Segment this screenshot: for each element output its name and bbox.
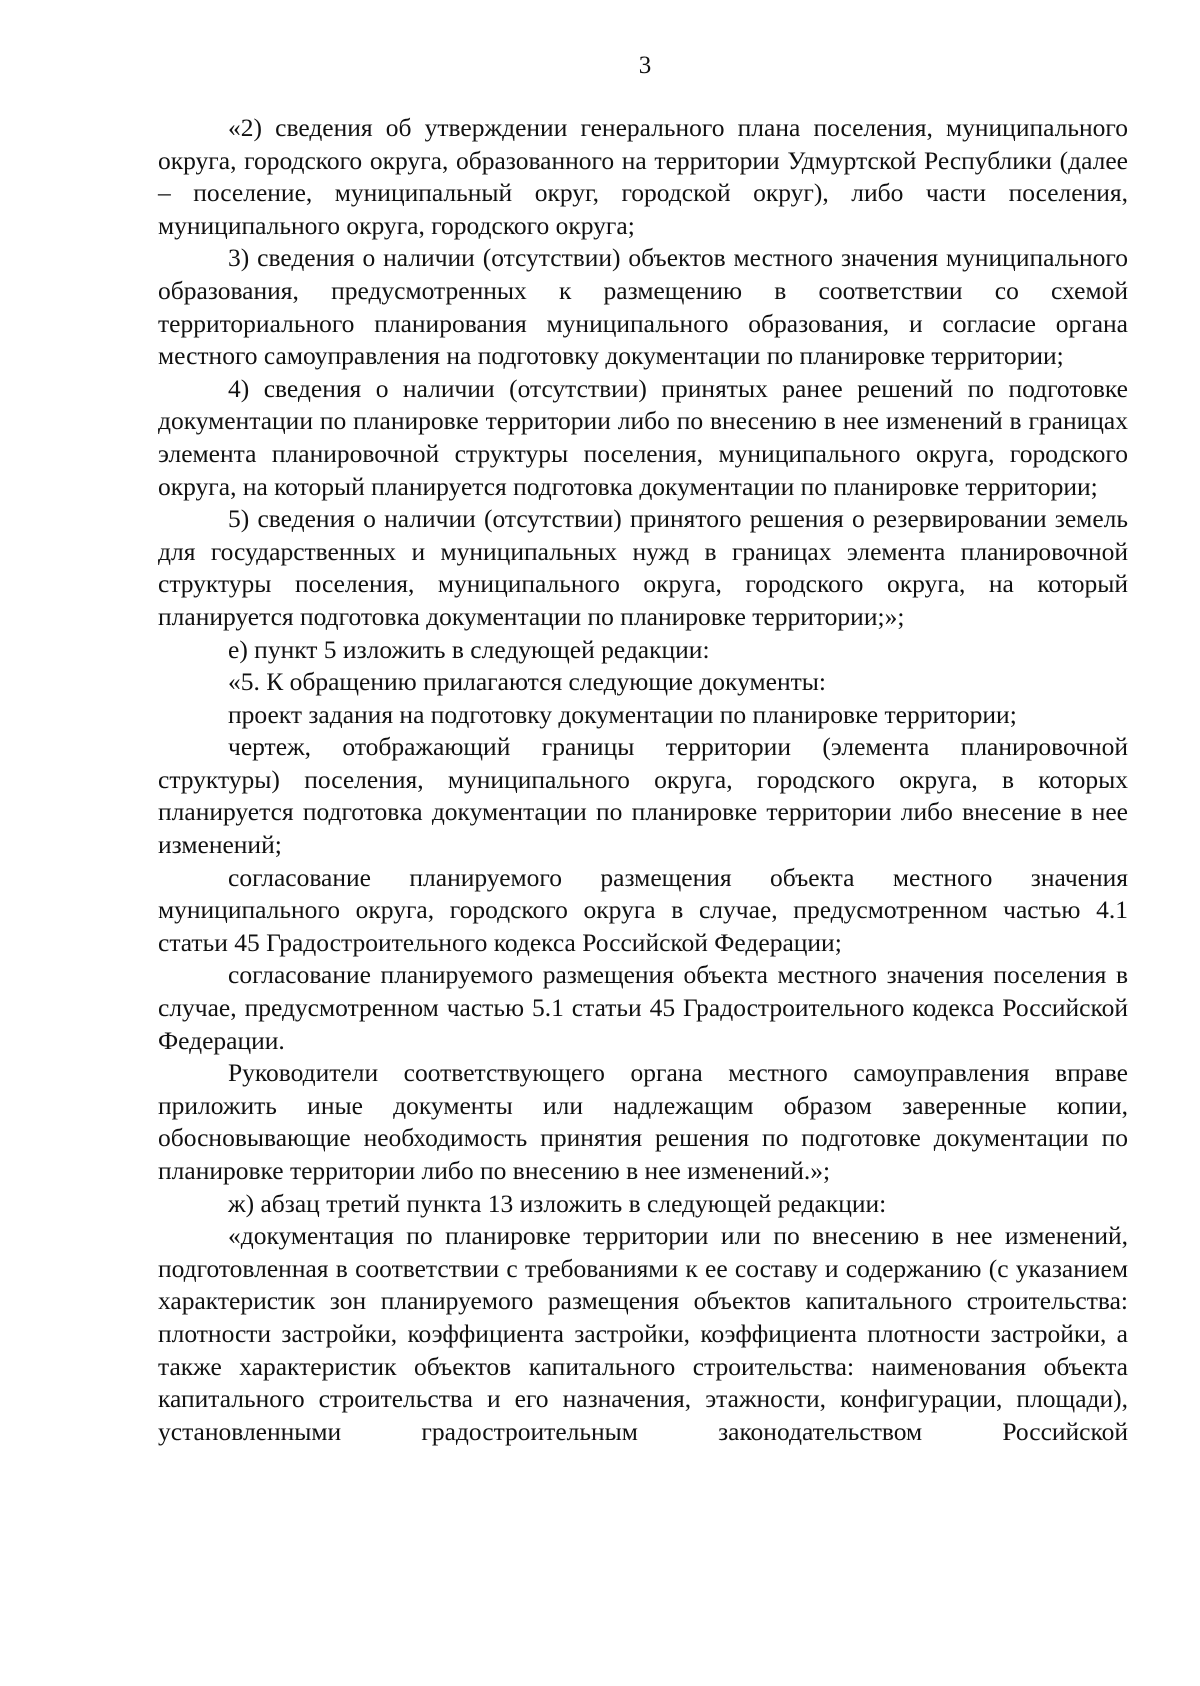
paragraph-heads-may-attach: Руководители соответствующего органа местного самоуправления вправе приложить иные документы или надлежащим образом заверенные копии, обосновывающие необходимость принятия решения по подготовке документации по планировке территории либо по внесению в нее изменений.»; [158,1058,1128,1185]
paragraph-project-task: проект задания на подготовку документации по планировке территории; [228,699,1017,729]
paragraph-drawing: чертеж, отображающий границы территории (элемента планировочной структуры) поселения, муниципального округа, городского округа, в которых планируется подготовка документации по планировке территории либо внесение в нее изменений; [158,732,1128,860]
paragraph-amendment-zh: ж) абзац третий пункта 13 изложить в следующей редакции: [228,1188,887,1218]
paragraph-point-5-heading: «5. К обращению прилагаются следующие документы: [228,667,826,697]
paragraph-approval-municipal: согласование планируемого размещения объекта местного значения муниципального округа, городского округа в случае, предусмотренном частью 4.1 статьи 45 Градостроительного кодекса Российской Федерации; [158,862,1128,957]
paragraph-documentation: «документация по планировке территории или по внесению в нее изменений, подготовленная в соответствии с требованиями к ее составу и содержанию (с указанием характеристик зон планируемого размещения объектов капитального строительства: плотности застройки, коэффициента застройки, коэффициента плотности застройки, а также характеристик объектов капитального строительства: наименования объекта капитального строительства и его назначения, этажности, конфигурации, площади), установленными градостроительным законодательством Российской [158,1221,1128,1446]
paragraph-item-2: «2) сведения об утверждении генерального плана поселения, муниципального округа, городского округа, образованного на территории Удмуртской Республики (далее – поселение, муниципальный округ, городской округ), либо части поселения, муниципального округа, городского округа; [158,113,1128,240]
page-number: 3 [638,52,652,79]
paragraph-item-4: 4) сведения о наличии (отсутствии) принятых ранее решений по подготовке документации по планировке территории либо по внесению в нее изменений в границах элемента планировочной структуры поселения, муниципального округа, городского округа, на который планируется подготовка документации по планировке территории; [158,373,1128,501]
paragraph-item-3: 3) сведения о наличии (отсутствии) объектов местного значения муниципального образования, предусмотренных к размещению в соответствии со схемой территориального планирования муниципального образования, и согласие органа местного самоуправления на подготовку документации по планировке территории; [158,243,1128,371]
paragraph-approval-settlement: согласование планируемого размещения объекта местного значения поселения в случае, предусмотренном частью 5.1 статьи 45 Градостроительного кодекса Российской Федерации. [158,960,1128,1055]
document-body [158,112,1128,1448]
paragraph-amendment-e: е) пункт 5 изложить в следующей редакции: [228,634,710,664]
paragraph-item-5: 5) сведения о наличии (отсутствии) принятого решения о резервировании земель для государственных и муниципальных нужд в границах элемента планировочной структуры поселения, муниципального округа, городского округа, на который планируется подготовка документации по планировке территории;»; [158,504,1128,631]
